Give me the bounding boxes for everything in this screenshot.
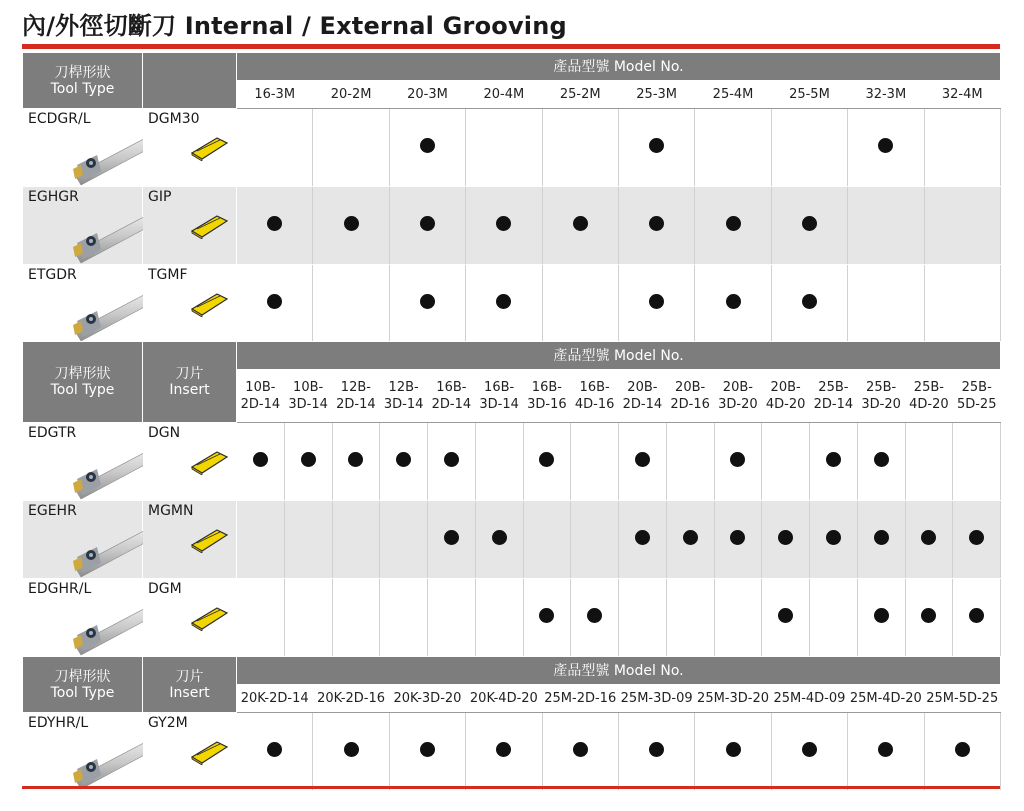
availability-dot [420, 138, 435, 153]
table-row [23, 423, 1001, 501]
model-number-line: 5D-25 [956, 397, 997, 412]
model-number-line: 32-4M [941, 87, 983, 102]
model-number-line: 16-3M [254, 87, 296, 102]
model-number-line: 25M-2D-16 [544, 691, 617, 706]
model-number-line: 3D-20 [861, 397, 901, 412]
availability-dot [444, 452, 459, 467]
header-row [23, 342, 1001, 370]
availability-cell [475, 579, 523, 657]
model-number [857, 370, 905, 423]
availability-cell [380, 501, 428, 579]
model-number [313, 81, 389, 109]
model-number-line: 4D-20 [909, 397, 949, 412]
availability-dot [492, 530, 507, 545]
availability-cell [542, 265, 618, 343]
availability-cell [848, 713, 924, 791]
insert-label: GY2M [148, 715, 188, 731]
availability-cell [771, 187, 847, 265]
availability-cell [762, 579, 810, 657]
availability-dot [802, 742, 817, 757]
insert-cell [143, 187, 237, 265]
availability-cell [237, 423, 285, 501]
availability-cell [466, 187, 542, 265]
insert-header [143, 53, 237, 109]
availability-cell [618, 187, 694, 265]
availability-cell [428, 501, 476, 579]
model-number [284, 370, 332, 423]
availability-cell [284, 423, 332, 501]
availability-dot [649, 216, 664, 231]
availability-dot [778, 530, 793, 545]
table-row [23, 579, 1001, 657]
model-number-line: 20B- [770, 380, 801, 395]
availability-dot [267, 742, 282, 757]
availability-cell [237, 713, 313, 791]
model-number-line: 25M-4D-20 [849, 691, 922, 706]
availability-dot [267, 294, 282, 309]
model-number-line: 16B- [436, 380, 467, 395]
insert-cell [143, 265, 237, 343]
availability-dot [649, 294, 664, 309]
model-number-line: 25M-4D-09 [773, 691, 846, 706]
model-number [523, 370, 571, 423]
availability-cell [905, 423, 953, 501]
tool-type-header [23, 53, 143, 109]
availability-dot [802, 294, 817, 309]
availability-cell [571, 579, 619, 657]
availability-cell [666, 579, 714, 657]
availability-cell [618, 109, 694, 187]
availability-dot [539, 452, 554, 467]
tool-cell [23, 109, 143, 187]
availability-cell [466, 109, 542, 187]
availability-cell [771, 109, 847, 187]
availability-dot [496, 216, 511, 231]
availability-cell [523, 423, 571, 501]
model-number-line: 25-4M [712, 87, 754, 102]
availability-cell [389, 265, 465, 343]
model-number-line: 3D-14 [288, 397, 328, 412]
availability-cell [237, 579, 285, 657]
header-row [23, 657, 1001, 685]
availability-dot [496, 742, 511, 757]
availability-cell [666, 423, 714, 501]
availability-cell [619, 579, 667, 657]
tool-type-label: EGHGR [28, 189, 79, 205]
availability-dot [344, 742, 359, 757]
availability-cell [857, 423, 905, 501]
model-number-line: 2D-14 [336, 397, 376, 412]
tool-type-header-text: Tool Type [50, 684, 115, 701]
availability-cell [542, 713, 618, 791]
insert-label: DGM30 [148, 111, 200, 127]
model-number [237, 81, 313, 109]
tool-type-label: EDYHR/L [28, 715, 89, 731]
availability-cell [619, 423, 667, 501]
model-number-line: 20B- [722, 380, 753, 395]
spec-table-1 [22, 52, 1001, 343]
availability-cell [618, 713, 694, 791]
availability-dot [344, 216, 359, 231]
model-no-header: 產品型號 Model No. [237, 342, 1001, 370]
model-number [905, 370, 953, 423]
tool-type-header-text: 刀桿形狀 [54, 64, 111, 81]
model-number-line: 12B- [340, 380, 371, 395]
availability-cell [380, 423, 428, 501]
insert-header [143, 342, 237, 423]
availability-cell [695, 187, 771, 265]
insert-cell [143, 423, 237, 501]
tool-type-label: EGEHR [28, 503, 77, 519]
availability-cell [953, 579, 1001, 657]
availability-cell [380, 579, 428, 657]
model-number-line: 10B- [245, 380, 276, 395]
tool-type-header-text: 刀桿形狀 [54, 366, 111, 382]
availability-cell [905, 579, 953, 657]
model-number-line: 16B- [531, 380, 562, 395]
model-number [542, 685, 618, 713]
model-number-line: 20-3M [407, 87, 448, 102]
availability-cell [810, 579, 858, 657]
availability-dot [921, 530, 936, 545]
model-no-header: 產品型號 Model No. [237, 53, 1001, 81]
model-number [848, 685, 924, 713]
availability-cell [924, 265, 1000, 343]
spec-table-3 [22, 656, 1001, 791]
availability-dot [635, 452, 650, 467]
model-number [924, 685, 1000, 713]
model-number-line: 25B- [961, 380, 992, 395]
availability-cell [466, 713, 542, 791]
availability-dot [587, 608, 602, 623]
page-title: 內/外徑切斷刀 Internal / External Grooving [22, 12, 567, 40]
model-number [332, 370, 380, 423]
model-number-line: 3D-14 [383, 397, 424, 412]
availability-cell [428, 579, 476, 657]
model-number-line: 2D-14 [431, 397, 472, 412]
availability-cell [389, 109, 465, 187]
model-number-line: 20K-3D-20 [393, 691, 462, 706]
model-number-line: 3D-16 [527, 397, 567, 412]
availability-dot [420, 294, 435, 309]
insert-header-text: Insert [169, 684, 210, 701]
availability-cell [857, 579, 905, 657]
model-number [848, 81, 924, 109]
tool-cell [23, 501, 143, 579]
availability-cell [466, 265, 542, 343]
availability-cell [332, 501, 380, 579]
model-number-line: 25M-5D-25 [926, 691, 999, 706]
insert-header-text: 刀片 [175, 366, 204, 382]
insert-header-text: Insert [169, 382, 210, 398]
model-number [810, 370, 858, 423]
availability-cell [237, 501, 285, 579]
model-number-line: 25-2M [559, 87, 601, 102]
availability-cell [619, 501, 667, 579]
insert-label: GIP [148, 189, 172, 205]
model-number [771, 81, 847, 109]
model-number-line: 25-5M [789, 87, 830, 102]
availability-dot [539, 608, 554, 623]
model-number [571, 370, 619, 423]
availability-cell [695, 713, 771, 791]
tool-cell [23, 713, 143, 791]
tool-type-label: ETGDR [28, 267, 77, 283]
model-number [695, 685, 771, 713]
insert-cell [143, 713, 237, 791]
tool-type-header [23, 342, 143, 423]
availability-dot [874, 530, 889, 545]
availability-cell [389, 713, 465, 791]
availability-dot [420, 742, 435, 757]
model-number-line: 25M-3D-20 [697, 691, 770, 706]
availability-dot [826, 452, 841, 467]
availability-cell [924, 187, 1000, 265]
availability-cell [284, 501, 332, 579]
model-number-line: 20K-2D-16 [317, 691, 386, 706]
availability-dot [301, 452, 316, 467]
insert-label: DGN [148, 425, 181, 441]
model-number-line: 12B- [388, 380, 419, 395]
tool-type-header-text: Tool Type [50, 382, 115, 398]
insert-cell [143, 501, 237, 579]
availability-cell [953, 423, 1001, 501]
availability-dot [878, 138, 893, 153]
tool-type-label: ECDGR/L [28, 111, 91, 127]
model-number [389, 81, 465, 109]
availability-dot [802, 216, 817, 231]
availability-cell [714, 579, 762, 657]
tool-type-label: EDGTR [28, 425, 77, 441]
availability-cell [905, 501, 953, 579]
model-number-line: 16B- [579, 380, 610, 395]
availability-cell [762, 423, 810, 501]
availability-dot [253, 452, 268, 467]
insert-cell [143, 579, 237, 657]
tool-type-header [23, 657, 143, 713]
model-number [618, 81, 694, 109]
model-number [237, 685, 313, 713]
model-number [771, 685, 847, 713]
availability-cell [762, 501, 810, 579]
availability-cell [542, 109, 618, 187]
table-row [23, 109, 1001, 187]
insert-label: DGM [148, 581, 182, 597]
model-number [953, 370, 1001, 423]
availability-dot [444, 530, 459, 545]
availability-cell [428, 423, 476, 501]
model-number [466, 685, 542, 713]
availability-dot [921, 608, 936, 623]
model-number-line: 32-3M [865, 87, 907, 102]
availability-dot [267, 216, 282, 231]
model-number-line: 20-4M [483, 87, 525, 102]
model-number-line: 25B- [913, 380, 944, 395]
table-row [23, 187, 1001, 265]
model-number-line: 25M-3D-09 [620, 691, 693, 706]
availability-dot [649, 742, 664, 757]
availability-dot [635, 530, 650, 545]
availability-cell [857, 501, 905, 579]
insert-header [143, 657, 237, 713]
availability-dot [683, 530, 698, 545]
availability-cell [237, 187, 313, 265]
availability-cell [284, 579, 332, 657]
availability-dot [969, 608, 984, 623]
tool-cell [23, 579, 143, 657]
insert-cell [143, 109, 237, 187]
availability-dot [573, 216, 588, 231]
spec-table-2 [22, 341, 1001, 657]
availability-cell [666, 501, 714, 579]
model-number-line: 25B- [818, 380, 849, 395]
availability-cell [695, 265, 771, 343]
availability-cell [924, 109, 1000, 187]
model-number-line: 2D-14 [240, 397, 281, 412]
model-number-line: 2D-14 [622, 397, 663, 412]
availability-dot [826, 530, 841, 545]
availability-dot [969, 530, 984, 545]
availability-dot [778, 608, 793, 623]
availability-cell [313, 713, 389, 791]
availability-dot [649, 138, 664, 153]
availability-dot [955, 742, 970, 757]
model-number-line: 16B- [484, 380, 515, 395]
model-number-line: 25B- [866, 380, 897, 395]
availability-cell [313, 187, 389, 265]
model-number [237, 370, 285, 423]
insert-label: MGMN [148, 503, 194, 519]
title-underline [22, 44, 1000, 49]
availability-cell [237, 265, 313, 343]
model-number-line: 20B- [675, 380, 706, 395]
availability-dot [730, 452, 745, 467]
model-number-line: 2D-16 [670, 397, 710, 412]
model-number [389, 685, 465, 713]
availability-cell [475, 423, 523, 501]
availability-dot [348, 452, 363, 467]
availability-cell [810, 501, 858, 579]
model-number [619, 370, 667, 423]
model-number [428, 370, 476, 423]
tool-type-header-text: 刀桿形狀 [54, 668, 111, 685]
availability-cell [313, 265, 389, 343]
tool-cell [23, 265, 143, 343]
model-number [762, 370, 810, 423]
insert-label: TGMF [148, 267, 188, 283]
tool-type-label: EDGHR/L [28, 581, 92, 597]
model-number-line: 25-3M [636, 87, 678, 102]
availability-cell [523, 501, 571, 579]
availability-cell [771, 713, 847, 791]
tool-cell [23, 187, 143, 265]
availability-cell [332, 423, 380, 501]
availability-cell [714, 423, 762, 501]
availability-cell [571, 423, 619, 501]
availability-cell [571, 501, 619, 579]
model-number [380, 370, 428, 423]
availability-cell [848, 265, 924, 343]
model-no-header: 產品型號 Model No. [237, 657, 1001, 685]
model-number-line: 10B- [293, 380, 324, 395]
model-number-line: 20-2M [330, 87, 372, 102]
table-row [23, 265, 1001, 343]
availability-cell [523, 579, 571, 657]
table-row [23, 713, 1001, 791]
model-number-line: 4D-16 [574, 397, 615, 412]
model-number-line: 3D-20 [718, 397, 758, 412]
model-number-line: 2D-14 [813, 397, 854, 412]
availability-dot [878, 742, 893, 757]
tool-cell [23, 423, 143, 501]
model-number [714, 370, 762, 423]
availability-cell [848, 187, 924, 265]
availability-cell [771, 265, 847, 343]
availability-dot [420, 216, 435, 231]
header-row [23, 53, 1001, 81]
availability-cell [313, 109, 389, 187]
availability-dot [726, 742, 741, 757]
availability-cell [714, 501, 762, 579]
insert-header-text: 刀片 [175, 668, 204, 685]
model-number [466, 81, 542, 109]
model-number [475, 370, 523, 423]
model-number [666, 370, 714, 423]
availability-cell [924, 713, 1000, 791]
bottom-rule [22, 786, 1000, 789]
model-number-line: 4D-20 [765, 397, 806, 412]
model-number-line: 20K-2D-14 [240, 691, 309, 706]
table-row [23, 501, 1001, 579]
availability-cell [389, 187, 465, 265]
model-number [542, 81, 618, 109]
availability-dot [726, 216, 741, 231]
availability-dot [874, 452, 889, 467]
model-number-line: 3D-14 [479, 397, 519, 412]
model-number-line: 20B- [627, 380, 658, 395]
availability-cell [542, 187, 618, 265]
availability-cell [618, 265, 694, 343]
tool-type-header-text: Tool Type [50, 80, 115, 97]
availability-dot [396, 452, 411, 467]
availability-dot [874, 608, 889, 623]
availability-dot [496, 294, 511, 309]
model-number [313, 685, 389, 713]
availability-dot [726, 294, 741, 309]
availability-cell [848, 109, 924, 187]
availability-cell [695, 109, 771, 187]
model-number [695, 81, 771, 109]
availability-cell [237, 109, 313, 187]
availability-cell [475, 501, 523, 579]
availability-dot [573, 742, 588, 757]
model-number-line: 20K-4D-20 [469, 691, 538, 706]
availability-cell [810, 423, 858, 501]
model-number [618, 685, 694, 713]
availability-cell [332, 579, 380, 657]
availability-dot [730, 530, 745, 545]
availability-cell [953, 501, 1001, 579]
model-number [924, 81, 1000, 109]
